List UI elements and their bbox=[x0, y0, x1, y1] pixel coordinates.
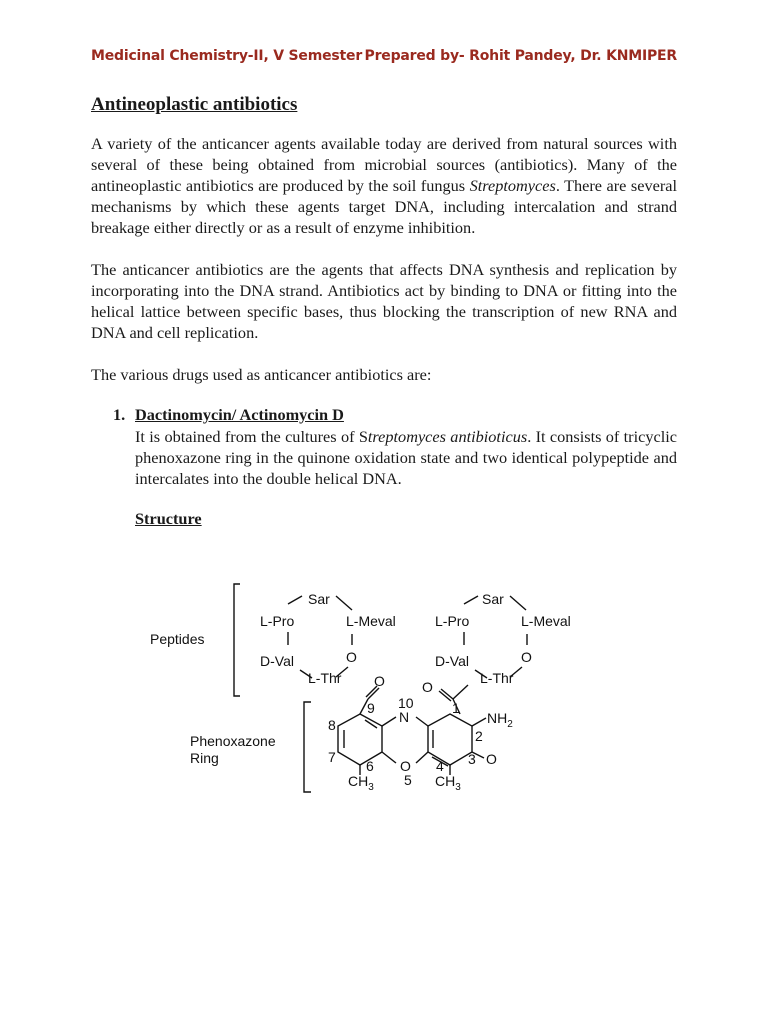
sar-left: Sar bbox=[308, 591, 330, 607]
paragraph-intro-text: A variety of the anticancer agents available today are derived from natural sources with several of these being obtained from microbial sources (antibiotics). Many of the antineoplastic antibiotics are produced by the soil fungus bbox=[91, 134, 677, 195]
paragraph-mechanism: The anticancer antibiotics are the agents that affects DNA synthesis and replication by incorporating into the DNA strand. Antibiotics act by binding to DNA or fitting into the helical lattice between specific bases, thus blocking the transcription of new RNA and DNA and cell replication. bbox=[91, 260, 677, 342]
structure-label: Structure bbox=[135, 509, 202, 528]
methyl-right-label: CH bbox=[435, 773, 456, 789]
drug-title: Dactinomycin/ Actinomycin D bbox=[135, 405, 344, 424]
dval-right: D-Val bbox=[435, 653, 469, 669]
ring-oxygen: O bbox=[400, 758, 411, 774]
methyl-left bbox=[348, 773, 374, 793]
lmeval-right: L-Meval bbox=[521, 613, 571, 629]
ring-label-line2: Ring bbox=[190, 750, 219, 766]
carbonyl-oxygen-left: O bbox=[374, 673, 385, 689]
section-title: Antineoplastic antibiotics bbox=[91, 94, 298, 115]
amino-label: NH bbox=[487, 710, 508, 726]
ring-number-7: 7 bbox=[328, 749, 336, 765]
methyl-right-subscript: 3 bbox=[455, 782, 461, 793]
quinone-oxygen: O bbox=[486, 751, 497, 767]
ring-number-1: 1 bbox=[452, 700, 460, 716]
paragraph-intro-italic: Streptomyces bbox=[469, 176, 556, 195]
amino-group bbox=[487, 710, 513, 730]
phenoxazone-bracket bbox=[304, 702, 311, 792]
methyl-left-label: CH bbox=[348, 773, 369, 789]
paragraph-intro-text-end: . There are several mechanisms by which these agents target DNA, including intercalation and strand breakage either directly or as a result of enzyme inhibition. bbox=[91, 176, 677, 237]
methyl-left-subscript: 3 bbox=[368, 782, 374, 793]
ring-number-8: 8 bbox=[328, 717, 336, 733]
ring-number-6: 6 bbox=[366, 758, 374, 774]
paragraph-drugs-intro: The various drugs used as anticancer antibiotics are: bbox=[91, 365, 432, 384]
drug-description bbox=[135, 426, 677, 489]
ring-number-2: 2 bbox=[475, 728, 483, 744]
paragraph-intro bbox=[91, 133, 677, 238]
drug-number: 1. bbox=[113, 405, 126, 424]
peptides-bracket bbox=[234, 584, 240, 696]
carbonyl-oxygen-right: O bbox=[422, 679, 433, 695]
lpro-right: L-Pro bbox=[435, 613, 470, 629]
ring-nitrogen: N bbox=[399, 709, 410, 725]
peptides-label: Peptides bbox=[150, 631, 205, 647]
ring-label-line1: Phenoxazone bbox=[190, 733, 276, 749]
sar-right: Sar bbox=[482, 591, 504, 607]
header-course: Medicinal Chemistry-II, V Semester bbox=[91, 48, 363, 64]
drug-description-italic: treptomyces antibioticus bbox=[367, 427, 528, 446]
ring-number-9: 9 bbox=[367, 700, 375, 716]
lmeval-left: L-Meval bbox=[346, 613, 396, 629]
ring-number-10: 10 bbox=[398, 695, 414, 711]
dval-left: D-Val bbox=[260, 653, 294, 669]
lthr-right: L-Thr bbox=[480, 670, 514, 686]
page-header bbox=[91, 48, 677, 64]
amino-subscript: 2 bbox=[507, 719, 513, 730]
ring-number-4: 4 bbox=[436, 758, 444, 774]
drug-heading bbox=[113, 405, 344, 425]
actinomycin-structure-figure bbox=[130, 570, 600, 800]
lthr-left: L-Thr bbox=[308, 670, 342, 686]
header-author: Prepared by- Rohit Pandey, Dr. KNMIPER bbox=[364, 48, 677, 64]
drug-description-text-end: . It consists of tricyclic phenoxazone ring in the quinone oxidation state and two identical polypeptide and intercalates into the double helical DNA. bbox=[135, 427, 677, 488]
methyl-right bbox=[435, 773, 461, 793]
ester-oxygen-right: O bbox=[521, 649, 532, 665]
drug-description-text: It is obtained from the cultures of S bbox=[135, 427, 368, 446]
ring-number-5: 5 bbox=[404, 772, 412, 788]
ester-oxygen-left: O bbox=[346, 649, 357, 665]
ring-number-3: 3 bbox=[468, 751, 476, 767]
lpro-left: L-Pro bbox=[260, 613, 295, 629]
